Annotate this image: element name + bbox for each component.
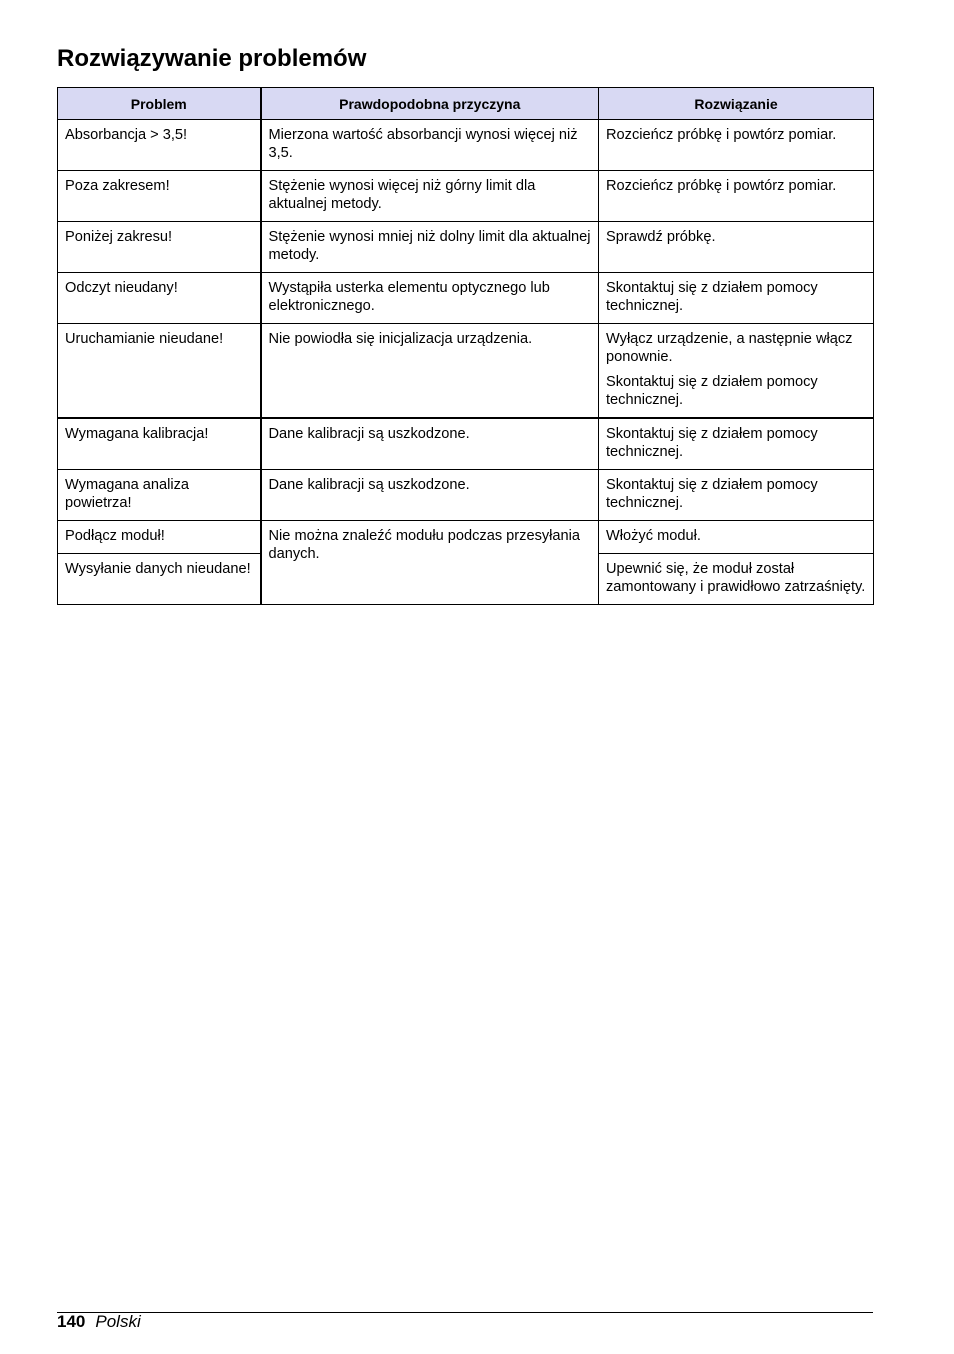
problem-cell: Poza zakresem!: [58, 171, 261, 222]
table-row: [58, 273, 874, 324]
cause-cell: Stężenie wynosi więcej niż górny limit dla aktualnej metody.: [261, 171, 599, 222]
problem-cell: Wymagana analiza powietrza!: [58, 470, 261, 521]
table-row: [58, 470, 874, 521]
solution-text: Skontaktuj się z działem pomocy technicznej.: [606, 426, 818, 460]
table-header-row: [58, 88, 874, 120]
footer-rule: [57, 1312, 873, 1313]
column-header-solution: Rozwiązanie: [599, 88, 874, 120]
solution-text: Wyłącz urządzenie, a następnie włącz ponownie.: [606, 331, 853, 365]
problem-cell: Absorbancja > 3,5!: [58, 120, 261, 171]
solution-cell: [599, 324, 874, 419]
solution-cell: [599, 470, 874, 521]
cause-cell: Dane kalibracji są uszkodzone.: [261, 418, 599, 470]
problem-cell: Odczyt nieudany!: [58, 273, 261, 324]
solution-cell: [599, 120, 874, 171]
solution-cell: [599, 521, 874, 554]
problem-cell: Uruchamianie nieudane!: [58, 324, 261, 419]
cause-cell: Wystąpiła usterka elementu optycznego lub elektronicznego.: [261, 273, 599, 324]
solution-text: Skontaktuj się z działem pomocy technicznej.: [606, 374, 818, 408]
solution-text: Włożyć moduł.: [606, 528, 701, 544]
cause-cell: Mierzona wartość absorbancji wynosi więcej niż 3,5.: [261, 120, 599, 171]
column-header-cause: Prawdopodobna przyczyna: [261, 88, 599, 120]
column-header-problem: Problem: [58, 88, 261, 120]
table-row: [58, 222, 874, 273]
cause-cell: Stężenie wynosi mniej niż dolny limit dla aktualnej metody.: [261, 222, 599, 273]
footer-language: Polski: [95, 1312, 141, 1331]
solution-text: Rozcieńcz próbkę i powtórz pomiar.: [606, 178, 837, 194]
problem-cell: Podłącz moduł!: [58, 521, 261, 554]
table-row: [58, 521, 874, 554]
solution-cell: [599, 273, 874, 324]
problem-cell: Wysyłanie danych nieudane!: [58, 554, 261, 605]
cause-cell: Nie można znaleźć modułu podczas przesyłania danych.: [261, 521, 599, 605]
page-footer: [57, 1312, 141, 1332]
solution-text: Skontaktuj się z działem pomocy technicznej.: [606, 477, 818, 511]
table-row: [58, 418, 874, 470]
table-row: [58, 120, 874, 171]
solution-text: Sprawdź próbkę.: [606, 229, 716, 245]
problem-cell: Poniżej zakresu!: [58, 222, 261, 273]
solution-text: Skontaktuj się z działem pomocy technicznej.: [606, 280, 818, 314]
solution-cell: [599, 171, 874, 222]
problem-cell: Wymagana kalibracja!: [58, 418, 261, 470]
cause-cell: Dane kalibracji są uszkodzone.: [261, 470, 599, 521]
table-row: [58, 171, 874, 222]
troubleshooting-table: [57, 87, 874, 605]
solution-cell: [599, 418, 874, 470]
page-number: 140: [57, 1312, 86, 1331]
cause-cell: Nie powiodła się inicjalizacja urządzenia.: [261, 324, 599, 419]
solution-text: Rozcieńcz próbkę i powtórz pomiar.: [606, 127, 837, 143]
table-row: [58, 324, 874, 419]
solution-cell: [599, 222, 874, 273]
solution-text: Upewnić się, że moduł został zamontowany i prawidłowo zatrzaśnięty.: [606, 561, 866, 595]
page-title: Rozwiązywanie problemów: [57, 45, 367, 72]
solution-cell: [599, 554, 874, 605]
